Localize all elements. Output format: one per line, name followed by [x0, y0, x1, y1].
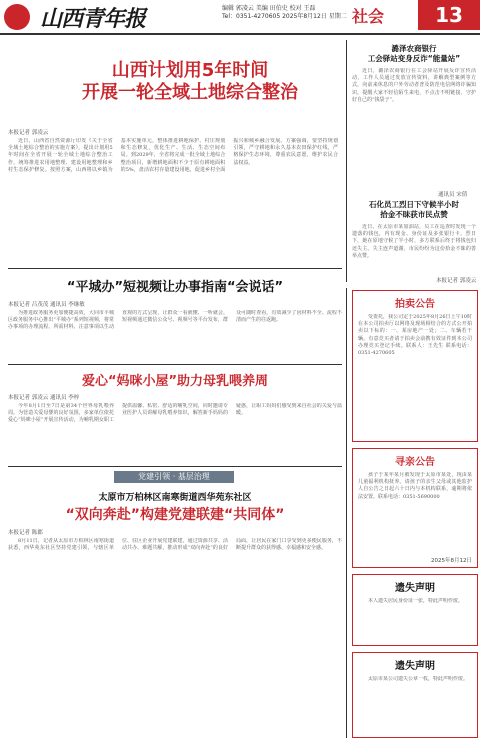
story2-paragraph: 为推进政务服务更加便捷高效，大同市平城区政务服务中心推出“平城办”系列短视频，将常办事项的办理流程、所需材料、注意事项以生动直观的方式呈现，让群众一看就懂、一听就会。短视频通过微信公众号、视频号等平台发布，群众可随时查看，有效减少了因材料不全、流程不清而产生的往返跑。: [8, 310, 342, 331]
sidebar-mid-byline: 本报记者 郭凌云: [436, 278, 477, 284]
sidebar-mid-paragraph: 近日，在太原市某加油站，员工在巡查时发现一个遗落的钱包，内有现金、身份证及多张银行卡。烈日下，她在原地守候了半小时，多方联系后终于将钱包归还失主。失主连声道谢，市民纷纷为这份拾金不昧的善举点赞。: [352, 224, 476, 259]
notice-family-search-paragraph: 孩子于某年某月被发现于太原市某处，现由某儿童福利机构抚养。请孩子的亲生父母或其他监护人自公告之日起六十日内与本机构联系，逾期将依法安置。联系电话：0351-5690000: [358, 472, 472, 500]
notice-auction-body: [358, 314, 472, 439]
notice-lost-1-body: [358, 598, 472, 638]
meta-line-2: Tel：0351-4270605 2025年8月12日 星期二: [222, 13, 347, 20]
story4-headline: “双向奔赴”构建党建联建“共同体”: [65, 507, 285, 523]
section-name: 社会: [352, 7, 385, 26]
lead-headline-line2: 开展一轮全域土地综合整治: [82, 82, 298, 103]
notice-family-search-body: [358, 472, 472, 556]
sidebar-divider: [346, 40, 347, 282]
meta-line-1: 编辑 郭凌云 美编 田伯史 校对 王磊: [222, 5, 316, 12]
lead-byline: 本报记者 郭凌云: [8, 130, 49, 136]
story4-paragraph: 8月11日，记者从太原市万柏林区南寒街道获悉，西华苑东社区坚持党建引领，与辖区单位、驻区企业开展党建联建，通过资源共享、活动共办、难题共解，推动形成“双向奔赴”的良好局面，让居民在家门口享受到更多便民服务，不断提升群众的获得感、幸福感和安全感。: [8, 538, 342, 552]
masthead-rule: [0, 33, 480, 35]
notice-family-search: [352, 448, 478, 568]
notice-auction: [352, 290, 478, 442]
masthead: [0, 0, 480, 34]
sidebar-mid-body: [352, 224, 476, 278]
lead-headline-line1: 山西计划用5年时间: [111, 60, 269, 81]
sidebar-mid-title-line1: 石化员工烈日下守候半小时: [369, 200, 459, 209]
sidebar-top-paragraph: 近日，潞泽农商银行在工会驿站开展反诈宣传活动，工作人员通过发放宣传资料、讲解典型案例等方式，向前来休息的户外劳动者普及防范电信网络诈骗知识，提醒大家不轻信陌生来电，不点击不明链接，守护好自己的“钱袋子”。: [352, 68, 476, 103]
story3-bottom-rule: [8, 466, 342, 467]
notice-auction-title: 拍卖公告: [395, 299, 435, 310]
notice-lost-2-paragraph: 太原市某公司遗失公章一枚，特此声明作废。: [368, 676, 469, 682]
story2-byline: 本报记者 吕茂茂 通讯员 李继敏: [8, 302, 85, 308]
sidebar-top-byline: 通讯员 宋倩: [438, 192, 468, 198]
notice-lost-2-title: 遗失声明: [395, 661, 435, 672]
logo-seal-icon: [4, 4, 30, 30]
lead-headline: [40, 60, 340, 104]
paper-name: 山西青年报: [40, 6, 146, 32]
page-number: 13: [418, 0, 480, 30]
story3-paragraph: 今年8月1日至7日是第34个世界母乳喂养周。为营造关爱母婴的良好氛围，多家单位依托爱心“妈咪小屋”开展宣传活动，为哺乳期女职工提供温馨、私密、舒适的哺乳空间，同时邀请专业医护人员讲解母乳喂养知识，解答新手妈妈的疑惑，让职工妈妈们感受到来自社会的关爱与温暖。: [8, 403, 342, 424]
notice-auction-paragraph: 受委托，我公司定于2025年8月26日上午10时在本公司拍卖厅以网络及现场相结合的方式公开拍卖以下标的：一、某房地产一处；二、车辆若干辆。有意竞买者请于拍卖会前携有效证件到本公司办理竞买登记手续。联系人：王先生 联系电话：0351-4270605: [358, 314, 472, 357]
story2-bottom-rule: [8, 364, 342, 365]
story4-byline: 本报记者 陈郡: [8, 530, 43, 536]
story3-body: [8, 403, 342, 461]
notice-lost-2-body: [358, 676, 472, 730]
sidebar-mid-title: [352, 200, 476, 220]
sidebar-top-body: [352, 68, 476, 186]
sidebar-mid-title-line2: 拾金不昧获市民点赞: [380, 210, 448, 219]
notice-lost-1-title: 遗失声明: [395, 583, 435, 594]
header-meta: [222, 5, 347, 21]
sidebar-top-title-line2: 工会驿站变身反诈“能量站”: [367, 54, 461, 63]
story2-body: [8, 310, 342, 360]
sidebar-top-title-line1: 潞泽农商银行: [391, 44, 437, 53]
notice-family-search-date: 2025年8月12日: [431, 558, 472, 564]
lead-paragraph: 近日，山西省自然资源厅印发《关于全省全域土地综合整治的实施方案》，提出计划用5年时间在全省开展一轮全域土地综合整治工作，统筹推进农用地整理、建设用地整理和乡村生态保护修复。按照方案，山西将以乡镇为基本实施单元，整体推进耕地保护、村庄规划和生态修复，优化生产、生活、生态空间布局。到2029年，全省将完成一批全域土地综合整治项目，新增耕地面积不少于原有耕地面积的5%，盘活农村存量建设用地，促进乡村全面振兴和城乡融合发展。方案强调，要坚持规划引领，严守耕地和永久基本农田保护红线，严格保护生态环境，尊重农民意愿，维护农民合法权益。: [8, 138, 338, 173]
story3-headline: 爱心“妈咪小屋”助力母乳喂养周: [81, 374, 269, 389]
story4-body: [8, 538, 342, 738]
lead-body: [8, 138, 338, 266]
notice-divider: [346, 288, 347, 738]
lead-bottom-rule: [8, 268, 342, 269]
notice-family-search-title: 寻亲公告: [395, 457, 435, 468]
sidebar-top-title: [352, 44, 476, 64]
notice-lost-2: [352, 652, 478, 738]
story3-byline: 本报记者 郭凌云 通讯员 李梓: [8, 395, 80, 401]
party-section-tag: 党建引领 · 基层治理: [114, 471, 234, 483]
story4-kicker: 太原市万柏林区南寒街道西华苑东社区: [98, 493, 252, 503]
notice-lost-1: [352, 574, 478, 646]
notice-lost-1-paragraph: 本人遗失居民身份证一张，特此声明作废。: [368, 598, 464, 604]
story2-headline: “平城办”短视频让办事指南“会说话”: [66, 280, 284, 295]
